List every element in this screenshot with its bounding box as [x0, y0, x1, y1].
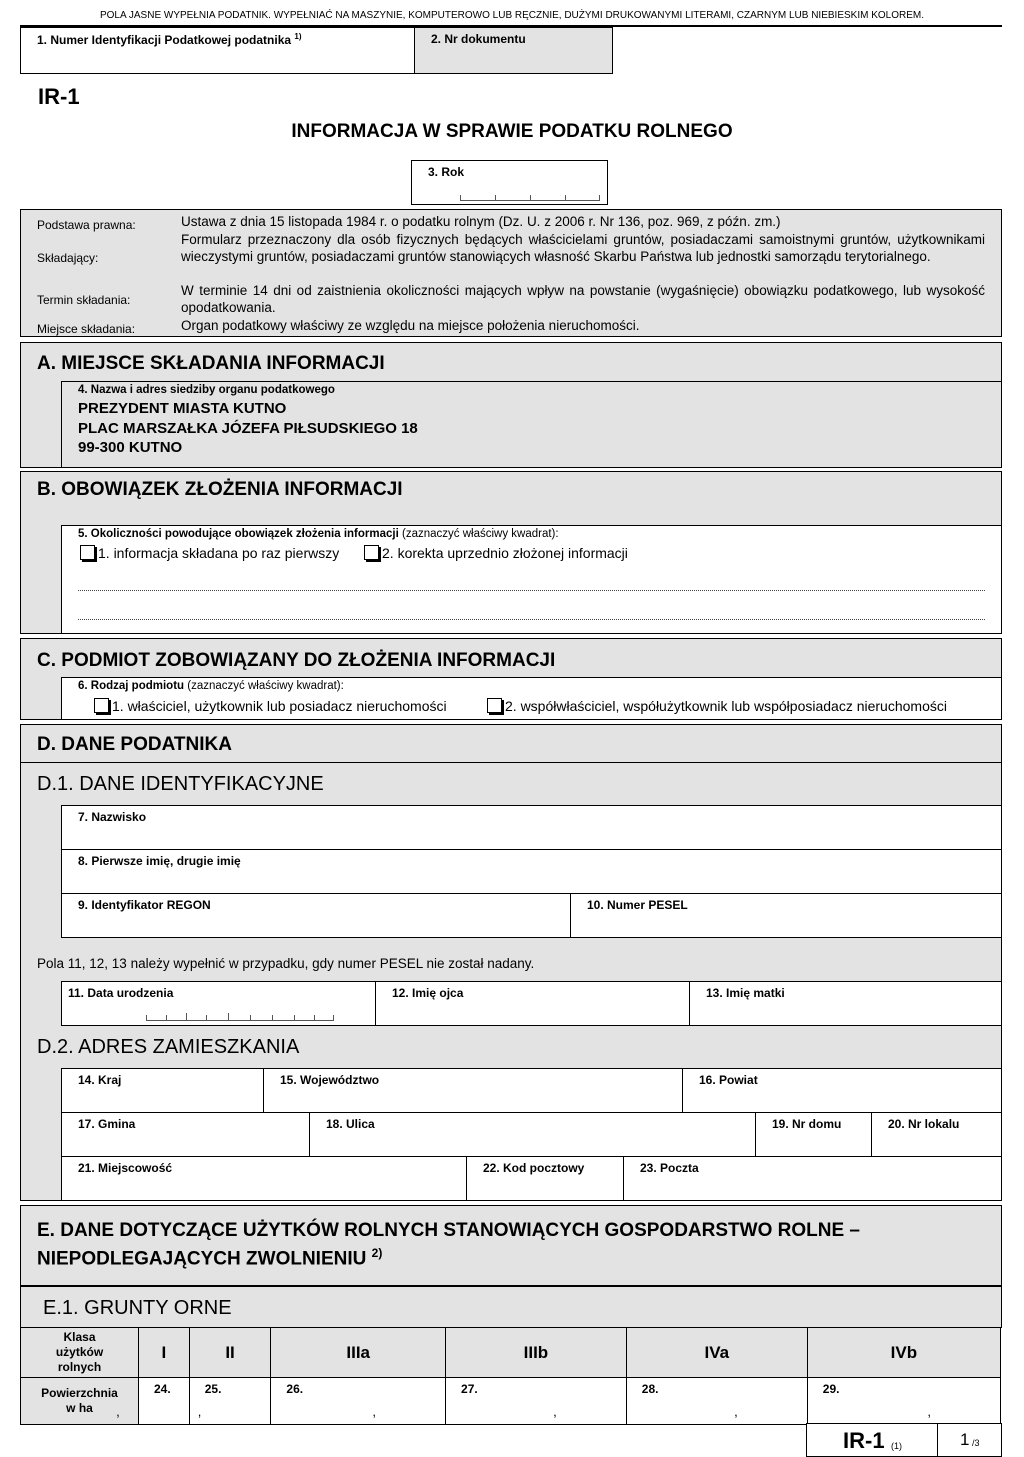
place-text: Organ podatkowy właściwy ze względu na miejsce położenia nieruchomości. — [181, 318, 640, 333]
checkbox-icon[interactable] — [364, 545, 379, 560]
option-correction-label: 2. korekta uprzednio złożonej informacji — [382, 545, 628, 561]
regon-field[interactable] — [61, 893, 571, 938]
option-first-submission[interactable] — [80, 545, 339, 561]
arable-land-table — [20, 1327, 1001, 1425]
checkbox-icon[interactable] — [487, 698, 502, 713]
entity-type-hint: (zaznaczyć właściwy kwadrat): — [187, 680, 344, 692]
commune-field[interactable] — [61, 1112, 310, 1157]
voivodeship-field[interactable] — [263, 1068, 683, 1113]
circumstances-field — [61, 525, 1002, 634]
form-title: INFORMACJA W SPRAWIE PODATKU ROLNEGO — [291, 121, 733, 142]
pesel-label: 10. Numer PESEL — [587, 898, 688, 912]
checkbox-icon[interactable] — [94, 698, 109, 713]
document-number-field — [414, 27, 613, 74]
father-name-field[interactable] — [375, 981, 690, 1026]
post-office-field[interactable] — [623, 1156, 1002, 1201]
pesel-field[interactable] — [570, 893, 1002, 938]
option-co-owner-label: 2. współwłaściciel, współużytkownik lub współposiadacz nieruchomości — [505, 698, 947, 714]
section-e-title-line2: NIEPODLEGAJĄCYCH ZWOLNIENIU — [37, 1248, 367, 1270]
year-label: 3. Rok — [428, 165, 465, 179]
tax-office-city: 99-300 KUTNO — [78, 439, 183, 456]
house-number-label: 19. Nr domu — [772, 1117, 842, 1131]
birth-date-label: 11. Data urodzenia — [68, 986, 174, 1000]
street-field[interactable] — [309, 1112, 756, 1157]
option-correction[interactable] — [364, 545, 628, 561]
section-e1-header — [20, 1286, 1002, 1328]
voivodeship-label: 15. Województwo — [280, 1073, 380, 1087]
class-cell: IIIa — [271, 1328, 446, 1378]
section-e1-title: E.1. GRUNTY ORNE — [43, 1297, 232, 1319]
table-row — [21, 1328, 1001, 1378]
year-digit-ticks — [460, 194, 600, 201]
street-label: 18. Ulica — [326, 1117, 375, 1131]
form-code: IR-1 — [38, 84, 80, 109]
legal-info-block — [20, 209, 1002, 337]
surname-field[interactable] — [61, 805, 1002, 850]
document-number-label: 2. Nr dokumentu — [431, 32, 526, 46]
circumstances-label: 5. Okoliczności powodujące obowiązek złożenia informacji — [78, 528, 399, 540]
section-b — [20, 471, 1002, 634]
submitter-text: Formularz przeznaczony dla osób fizycznych będących właścicielami gruntów, posiadaczami samoistnymi gruntów, użytkownikami wieczystymi gruntów, posiadaczami gruntów stanowiących własność Skarbu Państwa lub jednostki samorządu terytorialnego. — [181, 232, 985, 264]
section-a — [20, 342, 1002, 468]
first-name-field[interactable] — [61, 849, 1002, 894]
tax-office-label: 4. Nazwa i adres siedziby organu podatkowego — [78, 384, 335, 396]
class-cell: IVa — [626, 1328, 807, 1378]
postal-code-field[interactable] — [466, 1156, 624, 1201]
first-name-label: 8. Pierwsze imię, drugie imię — [78, 854, 241, 868]
apartment-number-label: 20. Nr lokalu — [888, 1117, 960, 1131]
section-c — [20, 638, 1002, 720]
county-field[interactable] — [682, 1068, 1002, 1113]
option-co-owner[interactable] — [487, 698, 947, 714]
class-header-cell: Klasa użytków rolnych — [21, 1328, 139, 1378]
nip-label: 1. Numer Identyfikacji Podatkowej podatnika — [37, 33, 292, 47]
section-d-title: D. DANE PODATNIKA — [37, 734, 232, 755]
tax-office-name: PREZYDENT MIASTA KUTNO — [78, 400, 287, 417]
area-input-cell[interactable]: 25. , — [189, 1378, 271, 1425]
section-d — [20, 724, 1002, 1201]
footnote-2-marker: 2) — [371, 1246, 383, 1260]
section-a-title: A. MIEJSCE SKŁADANIA INFORMACJI — [37, 353, 385, 374]
fill-instructions: POLA JASNE WYPEŁNIA PODATNIK. WYPEŁNIAĆ NA MASZYNIE, KOMPUTEROWO LUB RĘCZNIE, DUŻYMI DRUKOWANYMI LITERAMI, CZARNYM LUB NIEBIESKIM KOLOREM. — [99, 10, 925, 21]
footer-page-number: 1 /3 — [937, 1423, 1002, 1457]
area-input-cell[interactable]: 26. , — [271, 1378, 446, 1425]
option-first-submission-label: 1. informacja składana po raz pierwszy — [98, 545, 340, 561]
class-cell: IIIb — [446, 1328, 627, 1378]
section-e — [20, 1205, 1002, 1286]
mother-name-label: 13. Imię matki — [706, 986, 785, 1000]
section-e-title-line1: E. DANE DOTYCZĄCE UŻYTKÓW ROLNYCH STANOWIĄCYCH GOSPODARSTWO ROLNE – — [37, 1220, 860, 1241]
mother-name-field[interactable] — [689, 981, 1002, 1026]
tax-office-street: PLAC MARSZAŁKA JÓZEFA PIŁSUDSKIEGO 18 — [78, 420, 418, 437]
deadline-label: Termin składania: — [37, 293, 131, 307]
postal-code-label: 22. Kod pocztowy — [483, 1161, 585, 1175]
surname-label: 7. Nazwisko — [78, 810, 147, 824]
house-number-field[interactable] — [755, 1112, 872, 1157]
area-header-cell: Powierzchnia w ha — [21, 1378, 139, 1425]
area-input-cell[interactable]: 24. , — [139, 1378, 190, 1425]
footer-form-code: IR-1 (1) — [806, 1423, 938, 1457]
circumstances-hint: (zaznaczyć właściwy kwadrat): — [402, 528, 559, 540]
entity-type-field — [61, 677, 1002, 720]
section-b-title: B. OBOWIĄZEK ZŁOŻENIA INFORMACJI — [37, 479, 403, 500]
dotted-line — [78, 619, 985, 620]
county-label: 16. Powiat — [699, 1073, 758, 1087]
place-label: Miejsce składania: — [37, 322, 136, 336]
father-name-label: 12. Imię ojca — [392, 986, 464, 1000]
dotted-line — [78, 590, 985, 591]
date-digit-ticks — [146, 1014, 334, 1021]
regon-label: 9. Identyfikator REGON — [78, 898, 211, 912]
footnote-1-marker: 1) — [294, 32, 302, 41]
country-label: 14. Kraj — [78, 1073, 122, 1087]
tax-office-field — [61, 381, 1002, 468]
section-d2-title: D.2. ADRES ZAMIESZKANIA — [37, 1036, 300, 1058]
checkbox-icon[interactable] — [80, 545, 95, 560]
pesel-note: Pola 11, 12, 13 należy wypełnić w przypadku, gdy numer PESEL nie został nadany. — [37, 956, 535, 971]
commune-label: 17. Gmina — [78, 1117, 136, 1131]
area-input-cell[interactable]: 29. , — [807, 1378, 1000, 1425]
deadline-text: W terminie 14 dni od zaistnienia okoliczności mających wpływ na powstanie (wygaśnięcie) obowiązku podatkowego, lub wysokość opodatkowania. — [181, 283, 985, 315]
option-owner-label: 1. właściciel, użytkownik lub posiadacz nieruchomości — [112, 698, 447, 714]
area-input-cell[interactable]: 28. , — [626, 1378, 807, 1425]
table-row — [21, 1378, 1001, 1425]
year-field[interactable] — [411, 160, 608, 205]
class-cell: I — [139, 1328, 190, 1378]
class-cell: II — [189, 1328, 271, 1378]
section-c-title: C. PODMIOT ZOBOWIĄZANY DO ZŁOŻENIA INFORMACJI — [37, 650, 556, 671]
post-office-label: 23. Poczta — [640, 1161, 699, 1175]
legal-basis-label: Podstawa prawna: — [37, 218, 136, 232]
option-owner[interactable] — [94, 698, 447, 714]
country-field[interactable] — [61, 1068, 264, 1113]
birth-date-field[interactable] — [61, 981, 376, 1026]
apartment-number-field[interactable] — [871, 1112, 1002, 1157]
area-input-cell[interactable]: 27. , — [446, 1378, 627, 1425]
city-label: 21. Miejscowość — [78, 1161, 173, 1175]
divider — [21, 762, 1001, 763]
entity-type-label: 6. Rodzaj podmiotu — [78, 680, 185, 692]
city-field[interactable] — [61, 1156, 467, 1201]
section-d1-title: D.1. DANE IDENTYFIKACYJNE — [37, 773, 324, 795]
nip-field[interactable] — [20, 27, 415, 74]
legal-basis-text: Ustawa z dnia 15 listopada 1984 r. o podatku rolnym (Dz. U. z 2006 r. Nr 136, poz. 969, z późn. zm.) — [181, 214, 781, 229]
class-cell: IVb — [807, 1328, 1000, 1378]
submitter-label: Składający: — [37, 251, 99, 265]
